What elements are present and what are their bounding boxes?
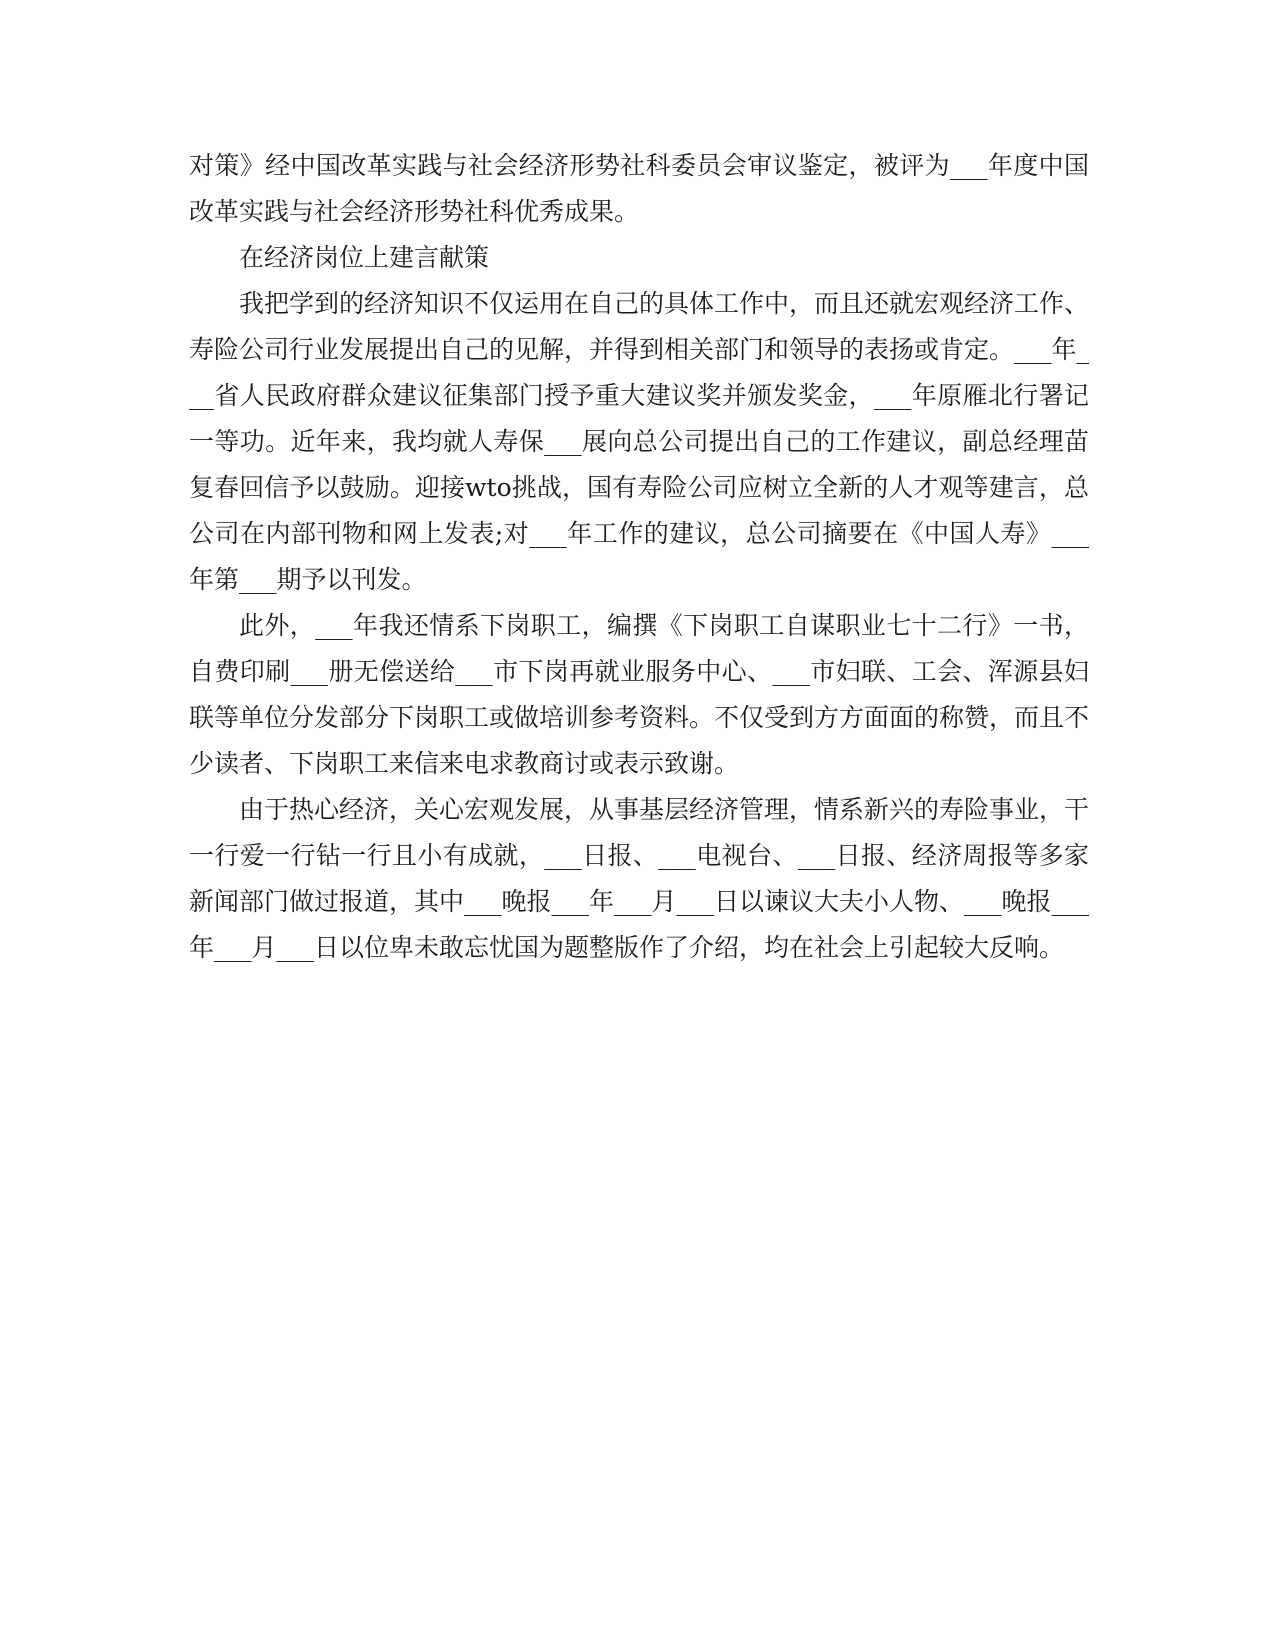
paragraph-media-reports: 由于热心经济，关心宏观发展，从事基层经济管理，情系新兴的寿险事业，干一行爱一行钻一行且小有成就，___日报、___电视台、___日报、经济周报等多家新闻部门做过报道，其中___晚报___年___月___日以谏议大夫小人物、___晚报___年___月___日以位卑未敢忘忧国为题整版作了介绍，均在社会上引起较大反响。: [189, 795, 1090, 962]
paragraph-laid-off-workers: 此外，___年我还情系下岗职工，编撰《下岗职工自谋职业七十二行》一书，自费印刷___册无偿送给___市下岗再就业服务中心、___市妇联、工会、浑源县妇联等单位分发部分下岗职工或做培训参考资料。不仅受到方方面面的称赞，而且不少读者、下岗职工来信来电求教商讨或表示致谢。: [189, 611, 1090, 778]
document-body: [189, 143, 1089, 971]
paragraph-continuation: 对策》经中国改革实践与社会经济形势社科委员会审议鉴定，被评为___年度中国改革实践与社会经济形势社科优秀成果。: [189, 151, 1089, 226]
paragraph-suggestions: 我把学到的经济知识不仅运用在自己的具体工作中，而且还就宏观经济工作、寿险公司行业发展提出自己的见解，并得到相关部门和领导的表扬或肯定。___年___省人民政府群众建议征集部门授予重大建议奖并颁发奖金，___年原雁北行署记一等功。近年来，我均就人寿保___展向总公司提出自己的工作建议，副总经理苗复春回信予以鼓励。迎接wto挑战，国有寿险公司应树立全新的人才观等建言，总公司在内部刊物和网上发表;对___年工作的建议，总公司摘要在《中国人寿》___年第___期予以刊发。: [189, 289, 1090, 594]
section-heading: 在经济岗位上建言献策: [239, 243, 490, 272]
